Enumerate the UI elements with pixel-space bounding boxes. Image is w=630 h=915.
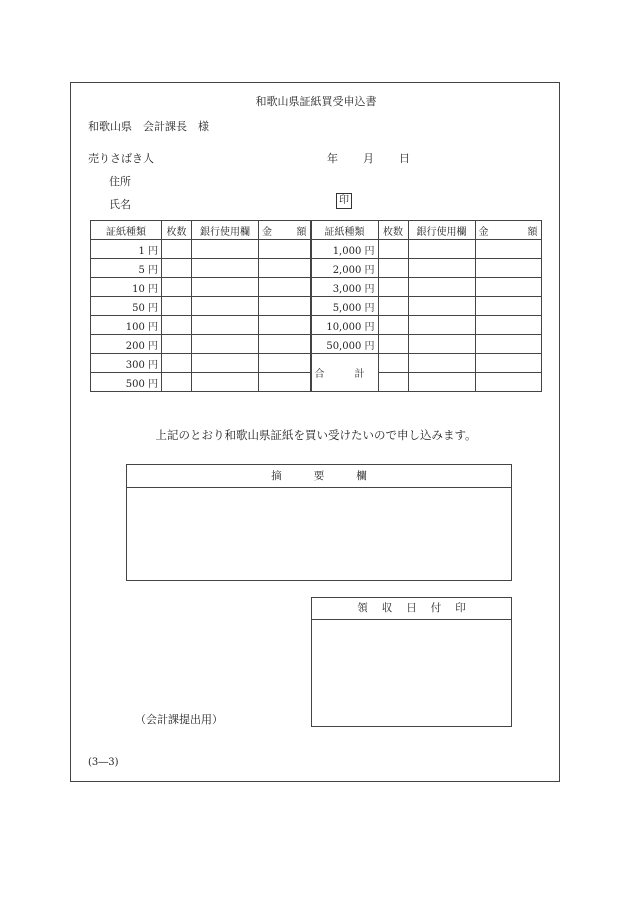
amount-cell[interactable] [475,335,541,354]
amount-cell[interactable] [259,297,311,316]
count-cell[interactable] [162,259,192,278]
amount-cell[interactable] [259,240,311,259]
count-cell[interactable] [378,316,408,335]
denom-cell: 5 円 [91,259,162,278]
name-label: 氏名 [109,198,131,211]
amount-cell[interactable] [475,297,541,316]
page-number: (3―3) [88,757,119,768]
table-row [91,297,542,316]
header-type: 証紙種類 [91,221,162,240]
denom-cell: 3,000 円 [311,278,379,297]
denom-cell: 2,000 円 [311,259,379,278]
count-cell[interactable] [378,259,408,278]
count-cell[interactable] [162,240,192,259]
bank-cell[interactable] [408,335,475,354]
table-row [91,259,542,278]
receipt-stamp-box [311,597,512,727]
table-row [91,240,542,259]
denom-cell: 200 円 [91,335,162,354]
remarks-box [126,464,512,581]
denom-cell: 5,000 円 [311,297,379,316]
denom-cell: 100 円 [91,316,162,335]
bank-cell[interactable] [408,259,475,278]
denom-cell: 10,000 円 [311,316,379,335]
bank-cell[interactable] [192,297,259,316]
denom-cell: 300 円 [91,354,162,373]
stamp-table [90,220,542,392]
amount-cell[interactable] [475,316,541,335]
count-cell[interactable] [162,278,192,297]
seal-mark: 印 [336,193,352,209]
count-cell[interactable] [162,335,192,354]
bank-cell[interactable] [192,316,259,335]
denom-cell: 1,000 円 [311,240,379,259]
table-row [91,316,542,335]
count-cell[interactable] [162,373,192,392]
header-count-right: 枚数 [378,221,408,240]
addressee: 和歌山県 会計課長 様 [88,120,209,133]
header-type-right: 証紙種類 [311,221,379,240]
address-label: 住所 [109,175,131,188]
header-count: 枚数 [162,221,192,240]
header-bank-right: 銀行使用欄 [408,221,475,240]
header-amount: 金 額 [259,221,311,240]
remarks-header: 摘要欄 [127,465,511,488]
bank-cell[interactable] [408,316,475,335]
table-row [91,278,542,297]
bank-cell[interactable] [192,373,259,392]
bank-cell[interactable] [408,297,475,316]
receipt-header: 領収日付印 [312,598,511,620]
header-bank: 銀行使用欄 [192,221,259,240]
table-header-row [91,221,542,240]
amount-cell[interactable] [259,259,311,278]
date-day-label: 日 [399,152,410,165]
application-statement: 上記のとおり和歌山県証紙を買い受けたいので申し込みます。 [155,428,477,442]
header-amount-right: 金 額 [475,221,541,240]
total-bank-cell[interactable] [408,373,475,392]
total-bank-cell[interactable] [408,354,475,373]
total-count-cell[interactable] [378,354,408,373]
amount-cell[interactable] [259,335,311,354]
amount-cell[interactable] [259,373,311,392]
total-count-cell[interactable] [378,373,408,392]
amount-cell[interactable] [475,278,541,297]
count-cell[interactable] [162,354,192,373]
bank-cell[interactable] [192,335,259,354]
denom-cell: 1 円 [91,240,162,259]
bank-cell[interactable] [408,240,475,259]
denom-cell: 10 円 [91,278,162,297]
denom-cell: 500 円 [91,373,162,392]
table-row [91,354,542,373]
date-month-label: 月 [363,152,374,165]
denom-cell: 50,000 円 [311,335,379,354]
amount-cell[interactable] [259,354,311,373]
count-cell[interactable] [378,297,408,316]
denom-cell: 50 円 [91,297,162,316]
seller-label: 売りさばき人 [88,152,154,165]
total-label: 合 計 [311,354,379,392]
count-cell[interactable] [162,297,192,316]
bank-cell[interactable] [192,278,259,297]
amount-cell[interactable] [475,240,541,259]
total-amount-cell[interactable] [475,354,541,373]
form-title: 和歌山県証紙買受申込書 [255,95,377,108]
bank-cell[interactable] [192,259,259,278]
table-row [91,335,542,354]
bank-cell[interactable] [192,354,259,373]
amount-cell[interactable] [259,278,311,297]
count-cell[interactable] [378,240,408,259]
total-amount-cell[interactable] [475,373,541,392]
count-cell[interactable] [378,278,408,297]
count-cell[interactable] [162,316,192,335]
submission-note: （会計課提出用） [135,713,223,726]
count-cell[interactable] [378,335,408,354]
form-frame [70,82,560,782]
bank-cell[interactable] [192,240,259,259]
amount-cell[interactable] [475,259,541,278]
bank-cell[interactable] [408,278,475,297]
date-year-label: 年 [327,152,338,165]
amount-cell[interactable] [259,316,311,335]
